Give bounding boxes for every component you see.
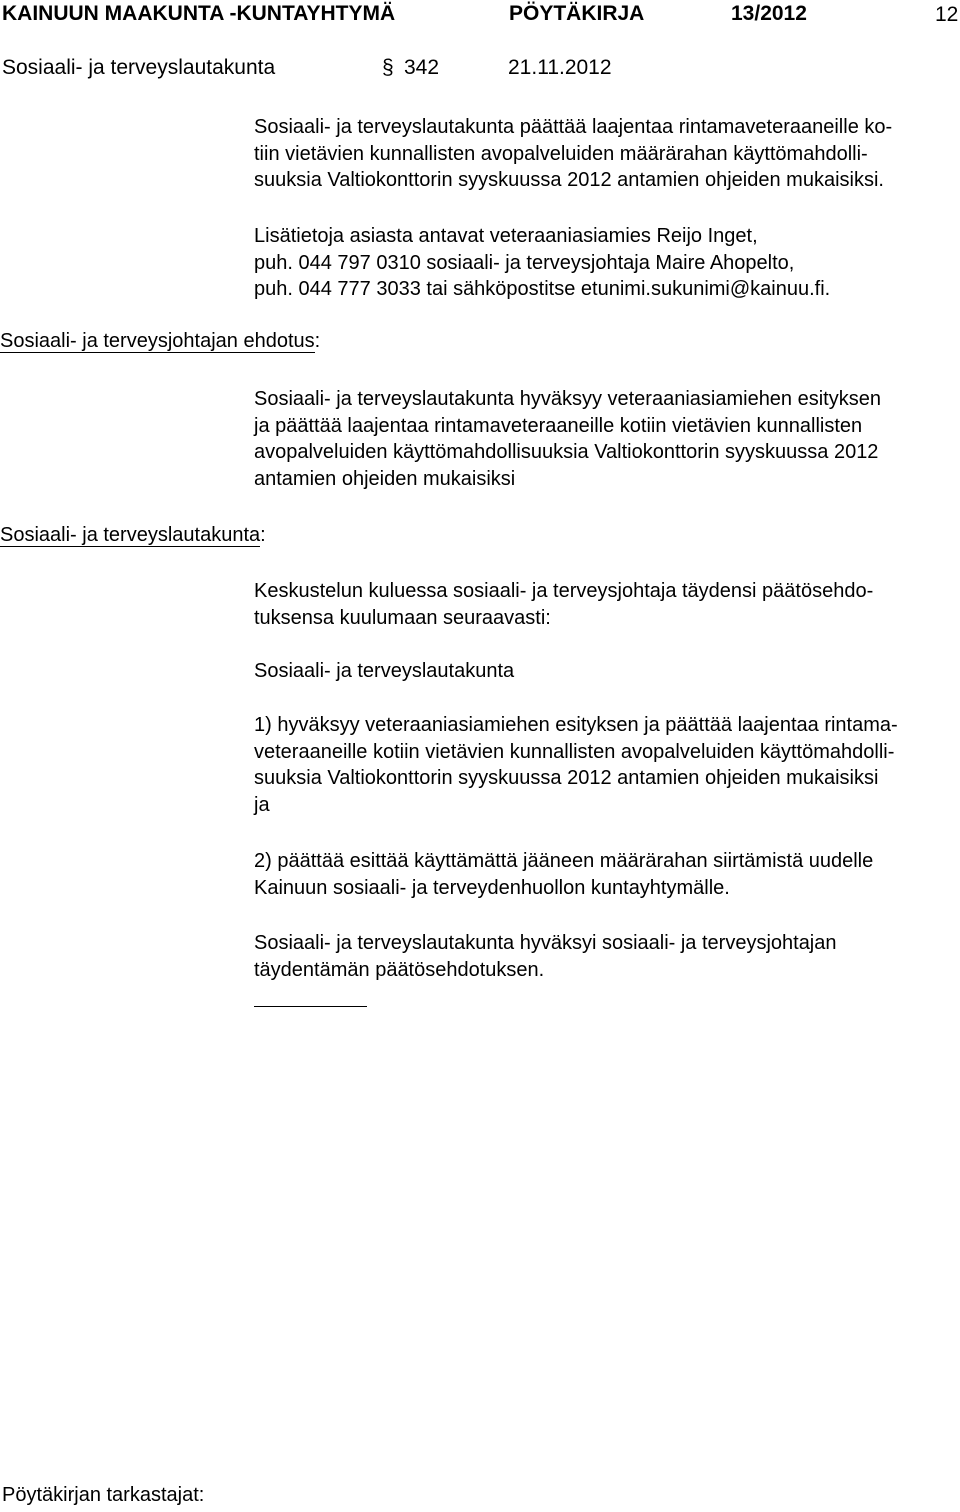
text-line: puh. 044 797 0310 sosiaali- ja terveysjohtaja Maire Ahopelto, — [254, 251, 795, 274]
document-number: 13/2012 — [731, 2, 807, 25]
text-line: ja — [254, 793, 270, 816]
contact-paragraph — [254, 223, 960, 303]
section-number: 342 — [404, 56, 440, 79]
board-name: Sosiaali- ja terveyslautakunta — [2, 56, 276, 79]
text-line: suuksia Valtiokonttorin syyskuussa 2012 antamien ohjeiden mukaisiksi. — [254, 169, 884, 191]
proposal-paragraph — [254, 386, 960, 492]
intro-paragraph — [254, 114, 960, 194]
text-line: täydentämän päätösehdotuksen. — [254, 958, 545, 981]
proposal-heading — [0, 330, 320, 353]
text-line: antamien ohjeiden mukaisiksi — [254, 467, 516, 490]
discussion-paragraph — [254, 578, 960, 631]
board-heading-text: Sosiaali- ja terveyslautakunta — [0, 524, 261, 546]
organization-name: KAINUUN MAAKUNTA -KUNTAYHTYMÄ — [2, 2, 396, 25]
end-divider — [254, 1006, 367, 1007]
text-line: 1) hyväksyy veteraaniasiamiehen esityksen ja päättää laajentaa rintama- — [254, 714, 898, 736]
text-line: Keskustelun kuluessa sosiaali- ja terveysjohtaja täydensi päätösehdo- — [254, 580, 874, 602]
text-line: Sosiaali- ja terveyslautakunta — [254, 660, 515, 682]
text-line: puh. 044 777 3033 tai sähköpostitse etunimi.sukunimi@kainuu.fi. — [254, 278, 831, 300]
proposal-heading-text: Sosiaali- ja terveysjohtajan ehdotus — [0, 330, 315, 352]
text-line: veteraaneille kotiin vietävien kunnallisten avopalveluiden käyttömahdolli- — [254, 740, 895, 763]
text-line: ja päättää laajentaa rintamaveteraaneille kotiin vietävien kunnallisten — [254, 414, 863, 437]
text-line: tuksensa kuulumaan seuraavasti: — [254, 606, 551, 629]
text-line: Sosiaali- ja terveyslautakunta hyväksyy veteraaniasiamiehen esityksen — [254, 388, 881, 410]
footer-inspectors-label: Pöytäkirjan tarkastajat: — [2, 1484, 205, 1506]
text-line: Sosiaali- ja terveyslautakunta päättää laajentaa rintamaveteraaneille ko- — [254, 116, 893, 138]
meeting-date: 21.11.2012 — [508, 56, 612, 79]
decision-item-2 — [254, 848, 960, 901]
text-line: Kainuun sosiaali- ja terveydenhuollon kuntayhtymälle. — [254, 876, 730, 899]
board-line — [254, 658, 960, 685]
board-heading — [0, 524, 266, 547]
text-line: 2) päättää esittää käyttämättä jääneen määrärahan siirtämistä uudelle — [254, 850, 874, 872]
text-line: tiin vietävien kunnallisten avopalveluiden määrärahan käyttömahdolli- — [254, 142, 868, 165]
section-symbol: § — [382, 56, 394, 79]
text-line: suuksia Valtiokonttorin syyskuussa 2012 antamien ohjeiden mukaisiksi — [254, 767, 879, 789]
decision-item-1 — [254, 712, 960, 818]
proposal-heading-colon: : — [314, 330, 321, 352]
final-decision-paragraph — [254, 930, 960, 983]
text-line: Lisätietoja asiasta antavat veteraaniasiamies Reijo Inget, — [254, 225, 758, 247]
text-line: avopalveluiden käyttömahdollisuuksia Valtiokonttorin syyskuussa 2012 — [254, 441, 879, 463]
page-number: 12 — [935, 3, 959, 26]
text-line: Sosiaali- ja terveyslautakunta hyväksyi sosiaali- ja terveysjohtajan — [254, 932, 837, 954]
document-type: PÖYTÄKIRJA — [509, 2, 645, 25]
board-heading-colon: : — [260, 524, 266, 546]
